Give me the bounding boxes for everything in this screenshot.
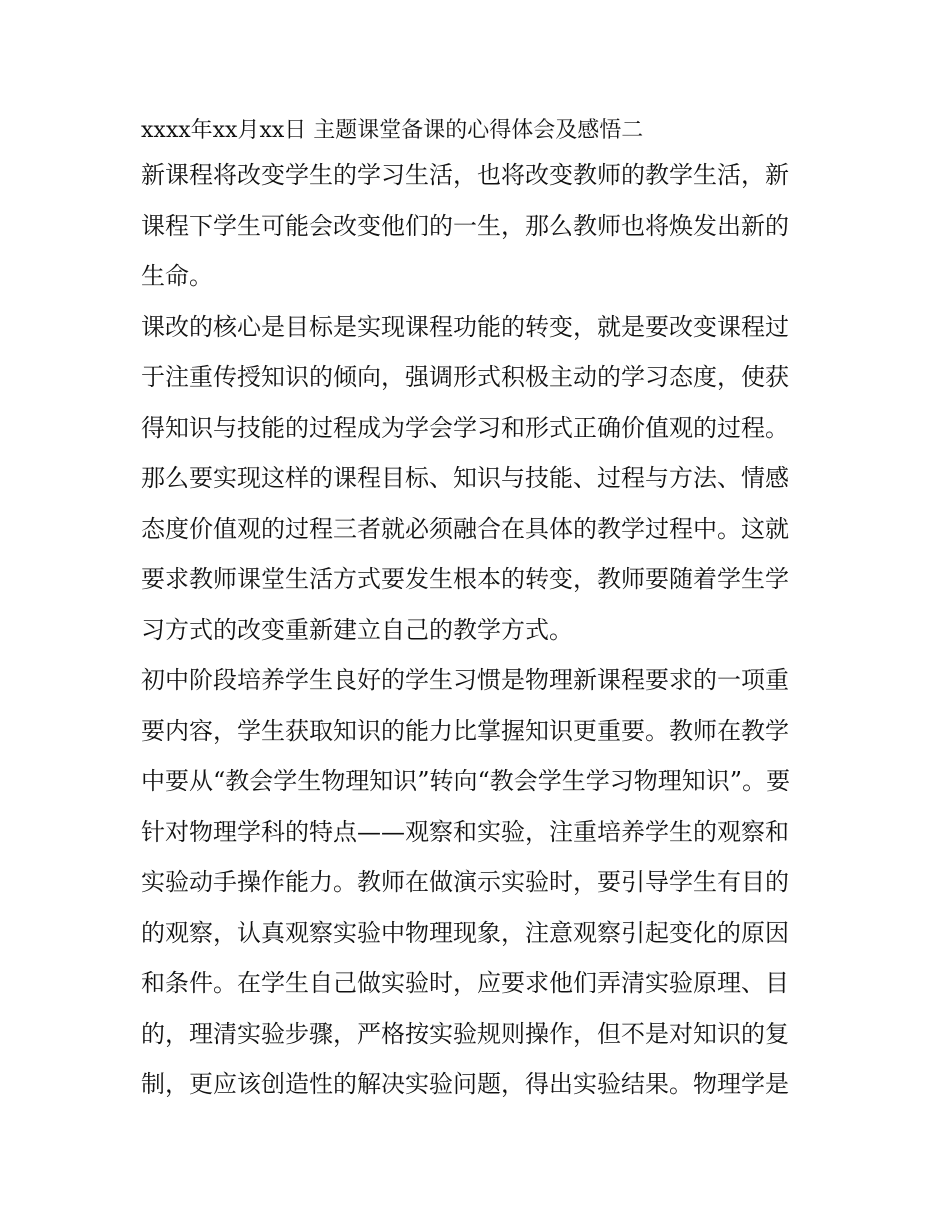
paragraph-2 — [141, 302, 813, 454]
text-line: 实验动手操作能力。教师在做演示实验时，要引导学生有目的 — [141, 868, 789, 896]
document-title: xxxx年xx月xx日 主题课堂备课的心得体会及感悟二 — [141, 118, 644, 143]
text-line: 态度价值观的过程三者就必须融合在具体的教学过程中。这就 — [141, 514, 789, 543]
text-line: 课改的核心是目标是实现课程功能的转变，就是要改变课程过 — [141, 312, 789, 341]
text-line: 针对物理学科的特点——观察和实验，注重培养学生的观察和 — [141, 817, 789, 846]
text-line: 制，更应该创造性的解决实验问题，得出实验结果。物理学是 — [141, 1070, 789, 1098]
paragraph-1 — [141, 150, 813, 302]
text-line: 那么要实现这样的课程目标、知识与技能、过程与方法、情感 — [141, 464, 789, 492]
text-line: 初中阶段培养学生良好的学生习惯是物理新课程要求的一项重 — [141, 666, 789, 694]
text-line: 新课程将改变学生的学习生活，也将改变教师的教学生活，新 — [141, 161, 789, 189]
document-body — [141, 112, 813, 1110]
text-line: 得知识与技能的过程成为学会学习和形式正确价值观的过程。 — [141, 413, 789, 442]
text-line: 的观察，认真观察实验中物理现象，注意观察引起变化的原因 — [141, 918, 789, 947]
text-line: 的，理清实验步骤，严格按实验规则操作，但不是对知识的复 — [141, 1019, 789, 1048]
text-line: 要求教师课堂生活方式要发生根本的转变，教师要随着学生学 — [141, 565, 789, 593]
text-line: 于注重传授知识的倾向，强调形式积极主动的学习态度，使获 — [141, 363, 789, 391]
text-line: 习方式的改变重新建立自己的教学方式。 — [141, 615, 573, 644]
text-line: 和条件。在学生自己做实验时，应要求他们弄清实验原理、目 — [141, 969, 789, 997]
paragraph-4 — [141, 655, 813, 1110]
text-line: 要内容，学生获取知识的能力比掌握知识更重要。教师在教学 — [141, 716, 789, 745]
text-line: 中要从“教会学生物理知识”转向“教会学生学习物理知识”。要 — [141, 767, 791, 795]
paragraph-3 — [141, 453, 813, 655]
text-line: 生命。 — [141, 262, 213, 290]
text-line: 课程下学生可能会改变他们的一生，那么教师也将焕发出新的 — [141, 211, 789, 240]
